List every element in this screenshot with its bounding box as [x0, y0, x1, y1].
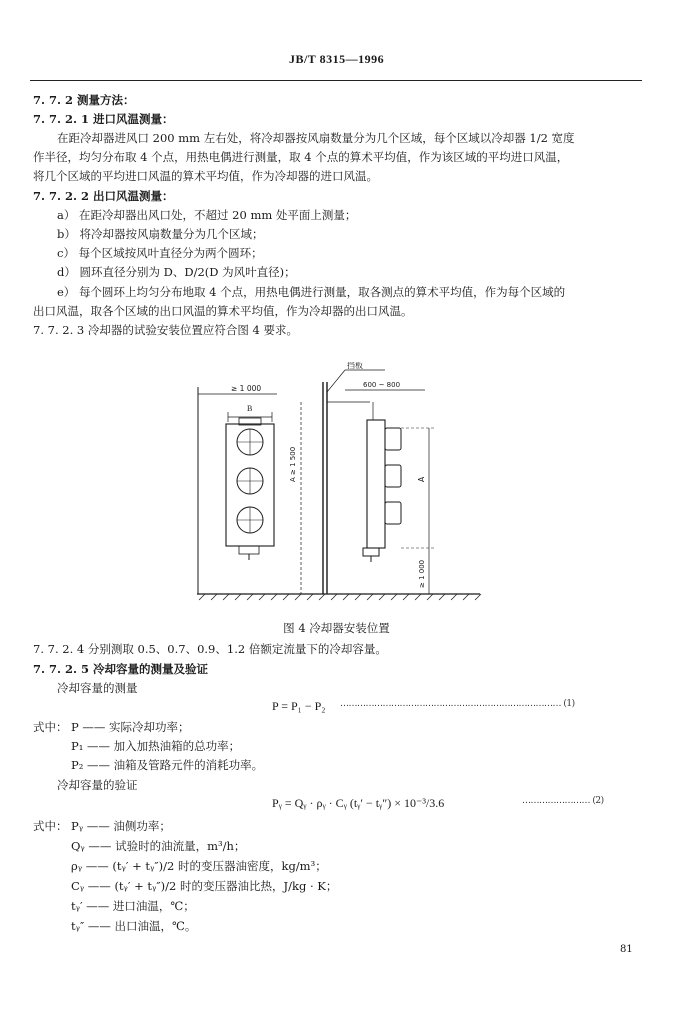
page-header-title: JB/T 8315—1996: [288, 52, 385, 66]
where-1-p1: P₁ —— 加入加热油箱的总功率；: [71, 739, 241, 753]
list-item-a: a） 在距冷却器出风口处，不超过 20 mm 处平面上测量；: [57, 208, 357, 222]
where-2-cy: Cᵧ —— (tᵧ′ + tᵧ″)/2 时的变压器油比热，J/kg · K；: [71, 879, 338, 893]
where-2-t1: tᵧ′ —— 进口油温，℃；: [71, 899, 195, 913]
list-item-e-line2: 出口风温，取各个区域的出口风温的算术平均值，作为冷却器的出口风温。: [33, 304, 413, 318]
where-2-t2: tᵧ″ —— 出口油温，℃。: [71, 919, 197, 933]
label-distance: 600 ~ 800: [363, 381, 401, 389]
section-77221-para-line3: 将几个区域的平均进口风温的算术平均值，作为冷却器的进口风温。: [33, 169, 378, 183]
where-1-p: P —— 实际冷却功率；: [71, 720, 190, 734]
where-label-1: 式中：: [33, 720, 68, 734]
label-height: A ≥ 1 500: [289, 446, 297, 482]
where-2-qy: Qᵧ —— 试验时的油流量，m³/h；: [71, 839, 246, 853]
figure-4-caption: 图 4 冷却器安装位置: [283, 621, 390, 635]
where-2-rho: ρᵧ —— (tᵧ′ + tᵧ″)/2 时的变压器油密度，kg/m³；: [71, 859, 327, 873]
label-plate: 挡板: [347, 362, 363, 370]
label-right-a: A: [417, 476, 426, 482]
label-b: B: [247, 404, 253, 413]
label-top-dimension: ≥ 1 000: [231, 384, 262, 393]
subheading-verification: 冷却容量的验证: [57, 778, 138, 792]
where-label-2: 式中：: [33, 819, 68, 833]
formula-2: Pᵧ = Qᵧ · ρᵧ · Cᵧ (tᵧ′ − tᵧ″) × 10⁻³/3.6: [272, 796, 445, 810]
list-item-b: b） 将冷却器按风扇数量分为几个区域；: [57, 227, 264, 241]
section-77221-para-line1: 在距冷却器进风口 200 mm 左右处，将冷却器按风扇数量分为几个区域，每个区域以冷却器 1/2 宽度: [57, 131, 575, 145]
subheading-measurement: 冷却容量的测量: [57, 681, 138, 695]
formula-1-number: …………………………………………………………………… (1): [340, 699, 575, 709]
list-item-c: c） 每个区域按风叶直径分为两个圆环；: [57, 246, 263, 260]
section-77224: 7. 7. 2. 4 分别测取 0.5、0.7、0.9、1.2 倍额定流量下的冷却容量。: [33, 642, 387, 656]
figure-4-cooler-installation-diagram: [195, 362, 485, 604]
list-item-d: d） 圆环直径分别为 D、D/2(D 为风叶直径)；: [57, 265, 296, 279]
list-item-e-line1: e） 每个圆环上均匀分布地取 4 个点，用热电偶进行测量，取各测点的算术平均值，作为每个区域的: [57, 285, 566, 299]
formula-2-number: …………………… (2): [522, 796, 604, 806]
section-77223: 7. 7. 2. 3 冷却器的试验安装位置应符合图 4 要求。: [33, 323, 298, 337]
label-bottom-dimension: ≥ 1 000: [418, 559, 426, 588]
section-77222-heading: 7. 7. 2. 2 出口风温测量：: [33, 189, 174, 203]
header-rule: [30, 80, 642, 81]
where-1-p2: P₂ —— 油箱及管路元件的消耗功率。: [71, 758, 264, 772]
section-7722-heading: 7. 7. 2 测量方法：: [33, 93, 135, 107]
section-77221-heading: 7. 7. 2. 1 进口风温测量：: [33, 112, 174, 126]
formula-1: P = P₁ − P₂: [272, 699, 326, 713]
section-77225-heading: 7. 7. 2. 5 冷却容量的测量及验证: [33, 662, 209, 676]
where-2-py: Pᵧ —— 油侧功率；: [71, 819, 171, 833]
section-77221-para-line2: 作半径，均匀分布取 4 个点，用热电偶进行测量，取 4 个点的算术平均值，作为该区域的平均进口风温，: [33, 150, 569, 164]
page-number: 81: [620, 944, 633, 955]
